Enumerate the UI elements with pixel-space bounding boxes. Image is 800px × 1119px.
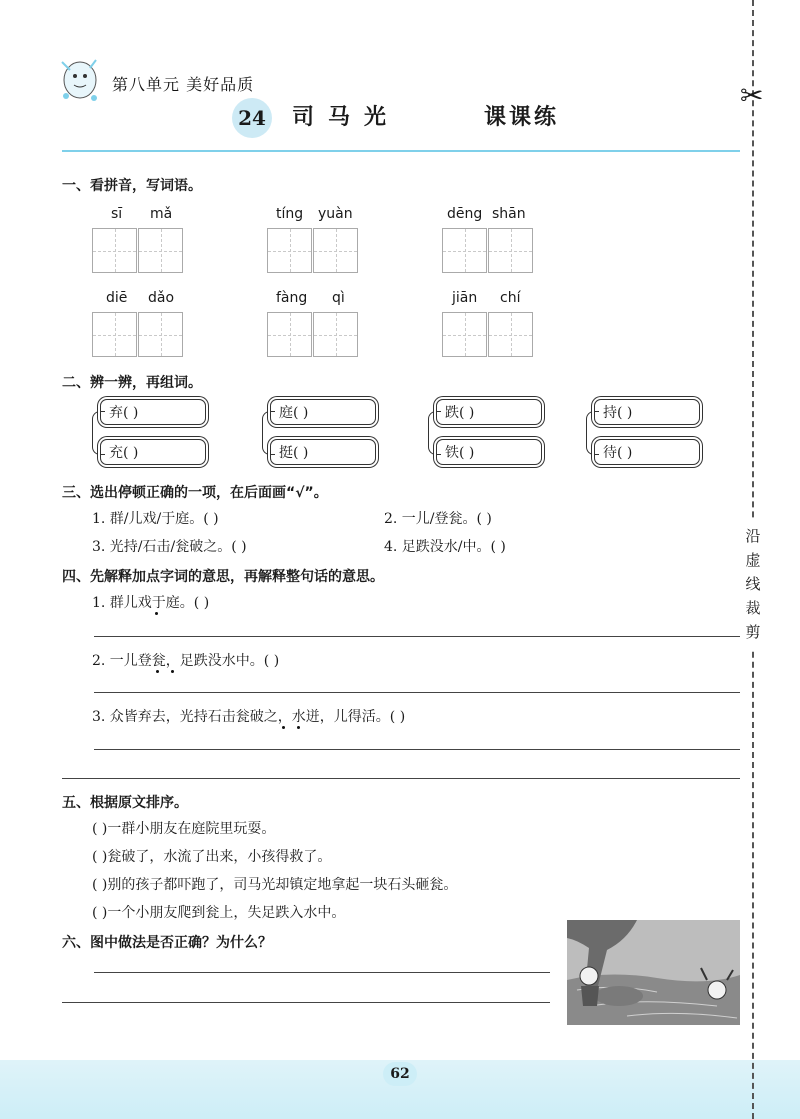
lesson-title: 司马光: [292, 104, 401, 130]
word-pill[interactable]: 挺( ): [270, 439, 376, 465]
emphasis-dot: [155, 612, 158, 615]
practice-label: 课课练: [484, 105, 560, 130]
writing-box[interactable]: [138, 228, 183, 273]
answer-line[interactable]: [94, 692, 740, 693]
lesson-number: 24: [232, 98, 272, 138]
writing-box[interactable]: [267, 228, 312, 273]
pinyin: diē: [106, 290, 128, 306]
word-pill[interactable]: 充( ): [100, 439, 206, 465]
pinyin: shān: [492, 206, 526, 222]
pinyin: qì: [332, 290, 345, 306]
emphasis-dot: [282, 726, 285, 729]
page-number: 62: [383, 1062, 417, 1086]
emphasis-dot: [171, 670, 174, 673]
writing-box[interactable]: [92, 312, 137, 357]
pinyin: mǎ: [150, 206, 173, 222]
order-item[interactable]: ( )瓮破了，水流了出来，小孩得救了。: [92, 849, 332, 865]
writing-box[interactable]: [92, 228, 137, 273]
word-pill[interactable]: 庭( ): [270, 399, 376, 425]
writing-box[interactable]: [267, 312, 312, 357]
option[interactable]: 4. 足跌没水/中。( ): [384, 539, 506, 555]
section4-title: 四、先解释加点字词的意思，再解释整句话的意思。: [62, 569, 384, 585]
pinyin: chí: [500, 290, 521, 306]
unit-title: 第八单元 美好品质: [112, 75, 255, 94]
writing-box[interactable]: [488, 228, 533, 273]
word-pill[interactable]: 跌( ): [436, 399, 542, 425]
word-pill[interactable]: 持( ): [594, 399, 700, 425]
writing-box[interactable]: [442, 228, 487, 273]
order-item[interactable]: ( )一个小朋友爬到瓮上，失足跌入水中。: [92, 905, 346, 921]
question: 3. 众皆弃去，光持石击瓮破之，水迸，儿得活。( ): [92, 709, 406, 725]
section6-title: 六、图中做法是否正确？为什么？: [62, 935, 272, 951]
option[interactable]: 2. 一儿/登瓮。( ): [384, 511, 492, 527]
answer-line[interactable]: [94, 749, 740, 750]
pinyin: sī: [111, 206, 123, 222]
scissors-icon: ✂: [740, 79, 764, 112]
writing-box[interactable]: [488, 312, 533, 357]
writing-box[interactable]: [313, 228, 358, 273]
question: 2. 一儿登瓮，足跌没水中。( ): [92, 653, 280, 669]
word-pill[interactable]: 待( ): [594, 439, 700, 465]
sima-guang-illustration: [567, 920, 740, 1025]
word-pill[interactable]: 弃( ): [100, 399, 206, 425]
pinyin: fàng: [276, 290, 308, 306]
section2-title: 二、辨一辨，再组词。: [62, 375, 202, 391]
order-item[interactable]: ( )别的孩子都吓跑了，司马光却镇定地拿起一块石头砸瓮。: [92, 877, 458, 893]
answer-line[interactable]: [94, 972, 550, 973]
emphasis-dot: [156, 670, 159, 673]
writing-box[interactable]: [138, 312, 183, 357]
pinyin: yuàn: [318, 206, 353, 222]
writing-box[interactable]: [442, 312, 487, 357]
section3-title: 三、选出停顿正确的一项，在后面画“√”。: [62, 485, 328, 501]
answer-line[interactable]: [62, 778, 740, 779]
mascot-icon: [56, 52, 102, 104]
header-rule: [62, 150, 740, 152]
section5-title: 五、根据原文排序。: [62, 795, 188, 811]
pinyin: dēng: [447, 206, 483, 222]
pinyin: jiān: [452, 290, 478, 306]
emphasis-dot: [297, 726, 300, 729]
word-pill[interactable]: 铁( ): [436, 439, 542, 465]
order-item[interactable]: ( )一群小朋友在庭院里玩耍。: [92, 821, 276, 837]
option[interactable]: 3. 光持/石击/瓮破之。( ): [92, 539, 247, 555]
pinyin: dǎo: [148, 290, 175, 306]
pinyin: tíng: [276, 206, 304, 222]
cut-hint: 沿虚线裁剪: [741, 520, 765, 648]
answer-line[interactable]: [62, 1002, 550, 1003]
answer-line[interactable]: [94, 636, 740, 637]
section1-title: 一、看拼音，写词语。: [62, 178, 202, 194]
writing-box[interactable]: [313, 312, 358, 357]
option[interactable]: 1. 群/儿戏/于庭。( ): [92, 511, 219, 527]
question: 1. 群儿戏于庭。( ): [92, 595, 210, 611]
